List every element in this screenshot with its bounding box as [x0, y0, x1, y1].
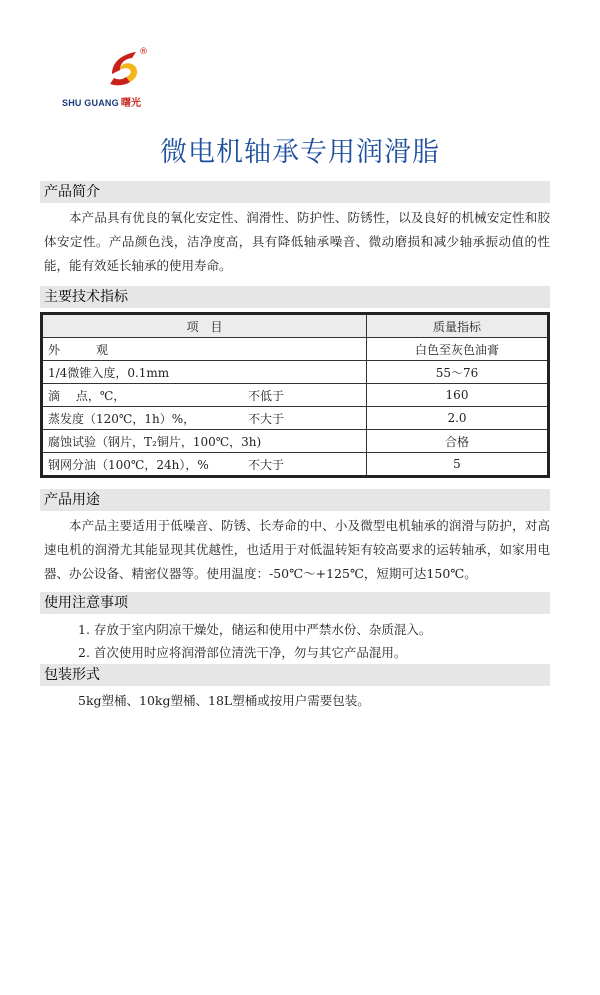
brand-name-en: SHU GUANG — [62, 98, 119, 108]
section-heading-packaging: 包装形式 — [40, 664, 550, 686]
table-row — [42, 407, 549, 430]
spec-value: 160 — [367, 384, 549, 407]
usage-text: 本产品主要适用于低噪音、防锈、长寿命的中、小及微型电机轴承的润滑与防护，对高速电机的润滑尤其能显现其优越性，也适用于对低温转矩有较高要求的运转轴承，如家用电器、办公设备、精密仪器等。使用温度：-50℃～+125℃，短期可达150℃。 — [44, 518, 550, 581]
usage-paragraph — [44, 514, 550, 586]
registered-mark: ® — [139, 47, 148, 57]
page-title: 微电机轴承专用润滑脂 — [160, 137, 440, 168]
spec-item: 钢网分油（100℃，24h），% — [48, 457, 209, 472]
table-row — [42, 430, 549, 453]
packaging-text: 5kg塑桶、10kg塑桶、18L塑桶或按用户需要包装。 — [78, 693, 370, 708]
spec-value: 55～76 — [367, 361, 549, 384]
spec-value: 合格 — [367, 430, 549, 453]
spec-cond: 不大于 — [248, 411, 285, 426]
brand-name-cn: 曙光 — [120, 98, 142, 109]
spec-value: 白色至灰色油膏 — [367, 338, 549, 361]
spec-col-value: 质量指标 — [367, 314, 549, 338]
spec-cond: 不大于 — [248, 457, 285, 472]
note-item-2: 2. 首次使用时应将润滑部位清洗干净，勿与其它产品混用。 — [78, 645, 407, 660]
note-item-1: 1. 存放于室内阴凉干燥处，储运和使用中严禁水份、杂质混入。 — [78, 622, 432, 637]
table-row — [42, 384, 549, 407]
spec-item: 蒸发度（120℃，1h）%， — [48, 411, 196, 426]
intro-paragraph — [44, 206, 550, 278]
spec-item: 1/4微锥入度，0.1mm — [48, 365, 170, 380]
table-row — [42, 453, 549, 477]
brand-logo — [62, 44, 158, 110]
spec-table-header — [42, 314, 549, 338]
section-heading-notes: 使用注意事项 — [40, 592, 550, 614]
spec-item: 外 观 — [48, 342, 109, 357]
spec-value: 2.0 — [367, 407, 549, 430]
shuguang-logo-mark — [102, 44, 150, 92]
table-row — [42, 338, 549, 361]
brand-name — [62, 94, 141, 109]
spec-value: 5 — [367, 453, 549, 477]
spec-item: 滴 点，℃， — [48, 388, 126, 403]
spec-table — [40, 312, 550, 478]
intro-text: 本产品具有优良的氧化安定性、润滑性、防护性、防锈性，以及良好的机械安定性和胶体安定性。产品颜色浅，洁净度高，具有降低轴承噪音、微动磨损和减少轴承振动值的性能，能有效延长轴承的使用寿命。 — [44, 210, 550, 273]
section-heading-usage: 产品用途 — [40, 489, 550, 511]
spec-col-item: 项 目 — [42, 314, 367, 338]
spec-cond: 不低于 — [248, 388, 285, 403]
section-heading-specs: 主要技术指标 — [40, 286, 550, 308]
section-heading-intro: 产品简介 — [40, 181, 550, 203]
spec-item: 腐蚀试验（钢片，T₂铜片，100℃，3h) — [48, 434, 262, 449]
table-row — [42, 361, 549, 384]
